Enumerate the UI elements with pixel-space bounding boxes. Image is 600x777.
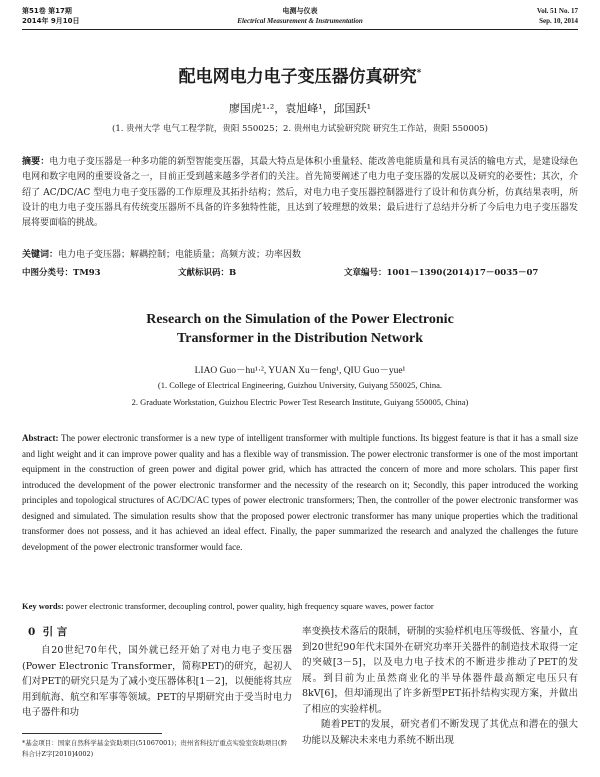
page-title-cn xyxy=(0,62,600,87)
keywords-en-label: Key words: xyxy=(22,601,64,611)
affiliation-cn: (1. 贵州大学 电气工程学院，贵阳 550025；2. 贵州电力试验研究院 研究生工作站，贵阳 550005) xyxy=(112,124,488,134)
date-label-cn: 2014年 9月10日 xyxy=(22,17,80,25)
header-rule xyxy=(22,29,578,30)
abstract-cn xyxy=(22,155,578,231)
clc-value: TM93 xyxy=(73,268,101,278)
abstract-cn-text: 电力电子变压器是一种多功能的新型智能变压器，其最大特点是体积小重量轻、能改善电能质量和具有灵活的输电方式，是建设绿色电网和数字电网的重要设备之一，目前正受到越来越多学者们的关注。首先简要阐述了电力电子变压器的发展以及研究的必要性；其次，介绍了 AC/DC/AC 型电力电子变压器的工作原理及其拓扑结构；然后，对电力电子变压器控制器进行了设计和仿真分析，仿真结果表明，所设计的电力电子变压器具有传统变压器所不具备的许多独特性能，且达到了较理想的效果；最后进行了总结并分析了今后电力电子变压器发展将要面临的挑战。 xyxy=(22,157,578,229)
volume-label-cn: 第51卷 第17期 xyxy=(22,7,72,15)
page-title-cn-text: 配电网电力电子变压器仿真研究 xyxy=(178,67,417,87)
journal-name-cn: 电测与仪表 xyxy=(282,7,318,15)
section-title: 引 言 xyxy=(42,626,68,638)
affiliation-en-2: 2. Graduate Workstation, Guizhou Electric Power Test Research Institute, Guiyang 550005, China) xyxy=(131,397,469,407)
title-footnote-mark: * xyxy=(416,68,422,79)
journal-name-en: Electrical Measurement & Instrumentation xyxy=(237,17,363,25)
page-title-en-line2: Transformer in the Distribution Network xyxy=(176,331,424,346)
section-number: 0 xyxy=(28,626,36,638)
body-column-left: 自20世纪70年代，国外就已经开始了对电力电子变压器(Power Electronic Transformer，简称PET)的研究，起初人们对PET的研究只是为了减小变压器体积[1－2]，以便能将其应用到航海、航空和军事等领域。PET的早期研究由于受当时电力电子器件和功 xyxy=(22,645,292,718)
abstract-en-text: The power electronic transformer is a new type of intelligent transformer with multiple functions. Its biggest feature is that it has a small size and light weight and it can improve power quality and has a flexible way of transmission. The power electronic transformer is one of the most important equipment in the construction of green power and digital power grid, which has attracted the concern of more and more scholars. This paper first introduced the development of the power electronic transformer and the necessity of the research on it; Secondly, this paper introduced the working principles and topological structures of AC/DC/AC types of power electronic transformers; Then, the controller of the power electronic transformer was designed and simulated. The simulation results show that the proposed power electronic transformer has many unique properties which the traditional transformer does not possess, and it has achieved an ideal effect. Finally, the paper summarized the research and analyzed the challenges the future development of the power electronic transformer would face. xyxy=(22,433,578,552)
keywords-en xyxy=(22,601,578,611)
doccode-label: 文献标识码： xyxy=(178,268,230,278)
date-label-en: Sep. 10, 2014 xyxy=(539,17,578,25)
body-right-paragraph-1: 率变换技术落后的限制，研制的实验样机电压等级低、容量小，直到20世纪90年代末国外在研究功率开关器件的制造技术取得一定的突破[3－5]，以及电力电子技术的不断进步推动了PET的发展。到目前为止虽然商业化的半导体器件最高额定电压只有8kV[6]，但却涌现出了许多新型PET拓扑结构实现方案，并做出了相应的实验样机。 xyxy=(302,626,578,715)
keywords-cn-text: 电力电子变压器；解耦控制；电能质量；高频方波；功率因数 xyxy=(58,250,302,260)
section-heading xyxy=(28,624,67,639)
page-title-en-line1: Research on the Simulation of the Power Electronic xyxy=(146,312,454,327)
authors-en: LIAO Guo－hu¹·², YUAN Xu－feng¹, QIU Guo－yue¹ xyxy=(194,366,406,376)
keywords-cn-label: 关键词： xyxy=(22,250,59,260)
clc-label: 中图分类号： xyxy=(22,268,74,278)
artno-label: 文章编号： xyxy=(344,268,387,278)
keywords-en-text: power electronic transformer, decoupling control, power quality, high frequency square waves, power factor xyxy=(65,601,434,611)
affiliation-en-1: (1. College of Electrical Engineering, Guizhou University, Guiyang 550025, China. xyxy=(157,380,443,390)
body-column-right xyxy=(302,624,578,748)
abstract-en xyxy=(22,431,578,555)
article-number xyxy=(344,266,538,278)
keywords-cn xyxy=(22,248,578,263)
footnote-rule xyxy=(22,733,162,734)
artno-value: 1001－1390(2014)17－0035－07 xyxy=(386,268,539,278)
clc-code xyxy=(22,266,101,278)
volume-label-en: Vol. 51 No. 17 xyxy=(536,7,578,15)
document-code xyxy=(178,266,236,278)
footnote: *基金项目：国家自然科学基金资助项目(51067001)；贵州省科技厅重点实验室资助项目(黔科合计Z字[2010]4002) xyxy=(22,739,287,758)
doccode-value: B xyxy=(229,268,237,278)
abstract-cn-label: 摘要： xyxy=(22,157,50,167)
authors-cn: 廖国虎¹·²，袁旭峰¹，邱国跃¹ xyxy=(228,102,372,115)
abstract-en-label: Abstract: xyxy=(22,433,59,443)
body-right-paragraph-2: 随着PET的发展，研究者们不断发现了其优点和潜在的强大功能以及解决未来电力系统不断出现 xyxy=(302,719,578,746)
